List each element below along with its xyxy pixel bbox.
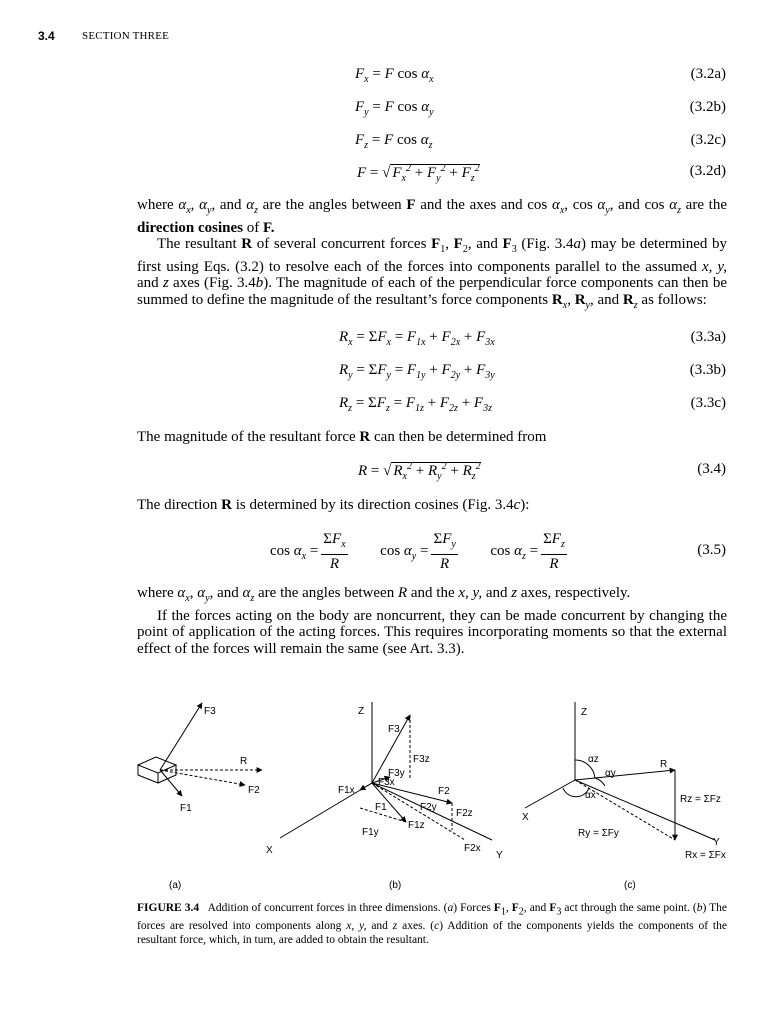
axis-y: Y <box>496 850 503 861</box>
equation-3-2a: $F_x = F$ $\cos \alpha_x$ <box>355 66 434 85</box>
label-f1z: F1z <box>408 820 425 831</box>
label-f1y: F1y <box>362 827 379 838</box>
label-f3y: F3y <box>388 768 405 779</box>
label-alpha-y: αy <box>605 768 616 779</box>
label-f3z: F3z <box>413 754 430 765</box>
label-f3x: F3x <box>378 777 395 788</box>
label-f1x: F1x <box>338 785 355 796</box>
figure-3-4 <box>120 690 740 900</box>
label-f3: F3 <box>388 724 400 735</box>
equation-3-5: $\cos \alpha_x$ = $\frac{\Sigma F_x}{R}$ $\cos \alpha_y$ = $\frac{\Sigma F_y}{R}$ $\cos \alpha_z$ = $\frac{\Sigma F_z}{R}$ <box>270 531 565 572</box>
label-f3: F3 <box>204 706 216 717</box>
sublabel-b: (b) <box>389 880 402 891</box>
equation-3-2b: $F_y = F$ $\cos \alpha_y$ <box>355 99 434 118</box>
figure-diagram <box>120 690 740 900</box>
panel-a <box>138 703 262 814</box>
caption-label: FIGURE 3.4 <box>137 902 200 914</box>
equation-number: (3.2d) <box>689 163 726 179</box>
label-r: R <box>660 759 668 770</box>
page-number: 3.4 <box>38 29 55 43</box>
equation-3-3a: $R_x = \Sigma F_x = F_{1x} + F_{2x} + F_{3x}$ <box>339 329 495 348</box>
equation-3-4: R = √ $R_x^2 + R_y^2 + R_z^2$ <box>358 461 481 482</box>
equation-number: (3.3a) <box>690 329 726 345</box>
label-f1: F1 <box>375 802 387 813</box>
axis-x: X <box>522 812 529 823</box>
panel-c <box>522 702 726 861</box>
axis-z: Z <box>581 707 588 718</box>
equation-number: (3.2c) <box>690 132 726 148</box>
equation-number: (3.5) <box>697 542 726 558</box>
sublabel-a: (a) <box>169 880 182 891</box>
equation-3-3b: $R_y = \Sigma F_y = F_{1y} + F_{2y} + F_{3y}$ <box>339 362 495 381</box>
equation-3-3c: $R_z = \Sigma F_z = F_{1z} + F_{2z} + F_{3z}$ <box>339 395 492 414</box>
section-title: SECTION THREE <box>82 30 170 42</box>
label-f1: F1 <box>180 803 192 814</box>
sublabel-c: (c) <box>624 880 636 891</box>
equation-3-2c: $F_z = F$ $\cos \alpha_z$ <box>355 132 433 151</box>
paragraph-direction: The direction R is determined by its direction cosines (Fig. 3.4c): <box>137 497 530 513</box>
label-rx: Rx = ΣFx <box>685 850 726 861</box>
label-rz: Rz = ΣFz <box>680 794 721 805</box>
label-f2: F2 <box>438 786 450 797</box>
label-alpha-x: αx <box>585 790 596 801</box>
paragraph-magnitude: The magnitude of the resultant force R can then be determined from <box>137 429 547 445</box>
label-f2z: F2z <box>456 808 473 819</box>
label-f2y: F2y <box>420 802 437 813</box>
label-f2x: F2x <box>464 843 481 854</box>
label-r: R <box>240 756 248 767</box>
label-ry: Ry = ΣFy <box>578 828 619 839</box>
equation-3-2d: F = √ $F_x^2 + F_y^2 + F_z^2$ <box>357 163 480 184</box>
panel-b <box>266 702 503 861</box>
equation-number: (3.2a) <box>690 66 726 82</box>
equation-number: (3.2b) <box>689 99 726 115</box>
equation-number: (3.4) <box>697 461 726 477</box>
figure-caption: FIGURE 3.4 Addition of concurrent forces in three dimensions. (a) Forces $F_1$, $F_2$, and $F_3$ act through the same point. (b) The forces are resolved into components along x, y, and z axes. (c) Addition of the components yields the components of the resultant force, which, in turn, are added to obtain the resultant. <box>137 902 727 947</box>
equation-number: (3.3b) <box>689 362 726 378</box>
equation-number: (3.3c) <box>690 395 726 411</box>
axis-y: Y <box>713 837 720 848</box>
axis-z: Z <box>358 706 365 717</box>
paragraph-noncurrent: where $\alpha_x$, $\alpha_y$, and $\alpha_z$ are the angles between R and the x, y, and z axes, respectively. If the forces acting on the body are noncurrent, they can be made concurrent by changing the point of application of the acting forces. This requires incorporating moments so that the external effect of the forces will remain the same (see Art. 3.3). <box>137 585 727 657</box>
paragraph-direction-cosines: where $\alpha_x$, $\alpha_y$, and $\alpha_z$ are the angles between F and the axes and $\cos \alpha_x$, $\cos \alpha_y$, and $\cos \alpha_z$ are the direction cosines of F. The resultant R of several concurrent forces $F_1$, $F_2$, and $F_3$ (Fig. 3.4a) may be determined by first using Eqs. (3.2) to resolve each of the forces into components parallel to the assumed x, y, and z axes (Fig. 3.4b). The magnitude of each of the perpendicular force components can then be summed to define the magnitude of the resultant’s force components $R_x$, $R_y$, and $R_z$ as follows: <box>137 197 727 311</box>
axis-x: X <box>266 845 273 856</box>
label-alpha-z: αz <box>588 754 599 765</box>
label-f2: F2 <box>248 785 260 796</box>
